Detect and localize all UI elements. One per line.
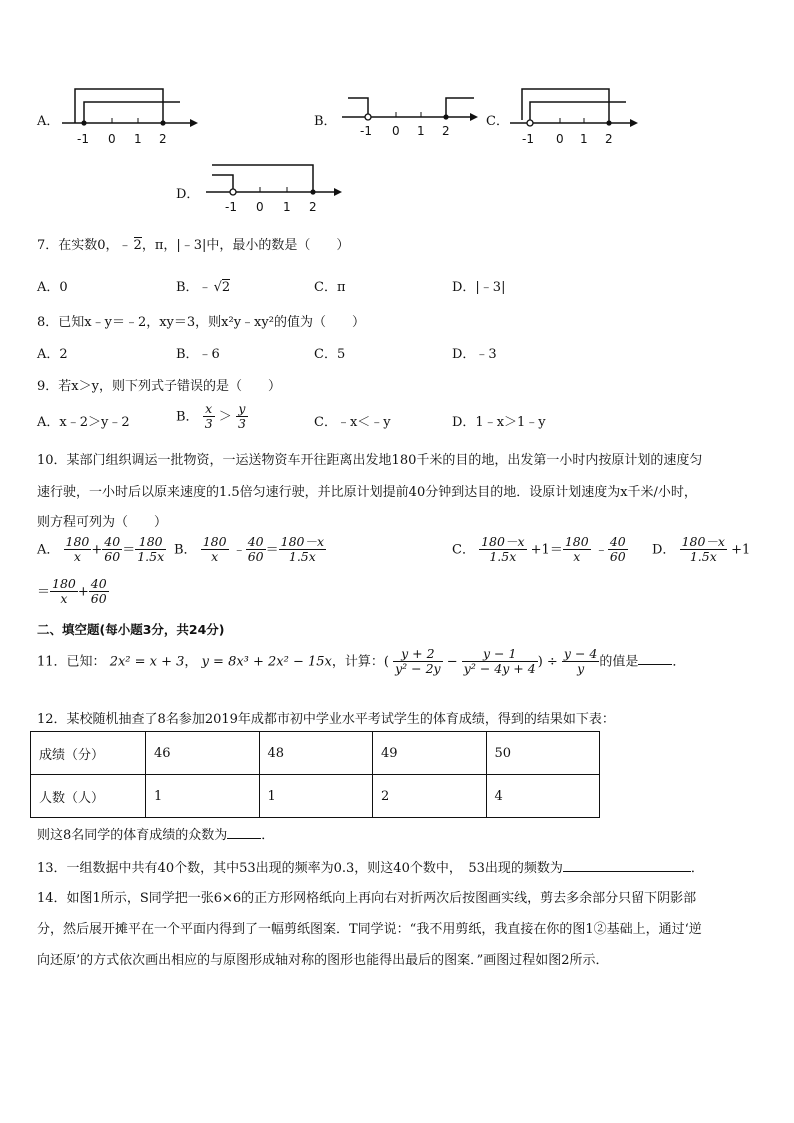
q6-option-c-label: C． (486, 114, 509, 129)
q10-stem-line3: 则方程可列为（ ） (37, 515, 168, 530)
table-row (31, 732, 600, 775)
q6-d-tick: 1 (283, 200, 291, 214)
table-cell: 人数（人） (31, 775, 146, 818)
answer-blank[interactable] (227, 838, 261, 839)
q6-option-d-label: D． (176, 187, 200, 202)
q8-stem: 8．已知x﹣y＝﹣2，xy＝3，则x²y﹣xy²的值为（ ） (37, 315, 365, 330)
q12-stem: 12．某校随机抽查了8名参加2019年成都市初中学业水平考试学生的体育成绩，得到的结果如下表： (37, 712, 615, 727)
table-row (31, 775, 600, 818)
table-cell: 50 (486, 732, 600, 775)
q8-option-c: C．5 (314, 347, 346, 362)
q14-stem-line3: 向还原’的方式依次画出相应的与原图形成轴对称的图形也能得出最后的图案．”画图过程如图2所示． (37, 953, 609, 968)
answer-blank[interactable] (638, 664, 672, 665)
sqrt-radicand: 2 (133, 238, 142, 253)
q6-c-tick: -1 (522, 132, 534, 146)
q8-option-a: A．2 (37, 347, 68, 362)
q6-number-line-d (204, 155, 349, 220)
q6-option-a-label: A． (37, 114, 60, 129)
table-cell: 49 (373, 732, 487, 775)
score-table (30, 731, 600, 818)
q7-option-b: B．﹣ √2 (176, 280, 231, 295)
q6-b-tick: 1 (417, 124, 425, 138)
q6-b-tick: -1 (360, 124, 372, 138)
q6-number-line-b (340, 80, 480, 150)
q6-d-tick: 0 (256, 200, 264, 214)
q6-a-tick: 0 (108, 132, 116, 146)
q13-stem: 13．一组数据中共有40个数，其中53出现的频率为0.3，则这40个数中， 53出现的频数为 ． (37, 861, 704, 876)
q11-stem: 11．已知： 2x² = x + 3， y = 8x³ + 2x² − 15x，计算：( $\frac{y + 2}{\text{y² − 2y}}$ − $\frac{y - 1}{\text{y² − 4y + 4}}$ ) ÷ $\frac{y - 4}{y}$ 的值是 ． (37, 646, 686, 677)
table-cell: 4 (486, 775, 600, 818)
q6-d-tick: -1 (225, 200, 237, 214)
q10-stem-line2: 速行驶，一小时后以原来速度的1.5倍匀速行驶，并比原计划提前40分钟到达目的地．设原计划速度为x千米/小时， (37, 485, 697, 500)
q6-d-tick: 2 (309, 200, 317, 214)
q6-c-tick: 1 (580, 132, 588, 146)
q6-number-line-c (508, 80, 648, 150)
q7-stem: 7．在实数0，﹣ 2，π，|﹣3|中，最小的数是（ ） (37, 238, 350, 253)
q14-stem-line1: 14．如图1所示，S同学把一张6×6的正方形网格纸向上再向右对折两次后按图画实线，剪去多余部分只留下阴影部 (37, 891, 697, 906)
table-cell: 2 (373, 775, 487, 818)
q8-option-d: D．﹣3 (452, 347, 497, 362)
q10-option-a: A． $\frac{180}{x}$ + $\frac{40}{60}$ ＝ $\frac{180}{1.5x}$ (37, 534, 165, 565)
q10-option-d: D． $\frac{180-x}{1.5x}$ +1 (652, 534, 751, 565)
table-cell: 1 (259, 775, 373, 818)
q9-option-c: C．﹣x＜﹣y (314, 415, 391, 430)
q7-option-c: C．π (314, 280, 346, 295)
table-cell: 1 (146, 775, 260, 818)
q8-option-b: B．﹣6 (176, 347, 220, 362)
q6-c-tick: 2 (605, 132, 613, 146)
q9-stem: 9．若x＞y，则下列式子错误的是（ ） (37, 379, 281, 394)
q7-option-a: A．0 (37, 280, 68, 295)
q10-option-c: C． $\frac{180-x}{1.5x}$ +1＝ $\frac{180}{x}$ ﹣ $\frac{40}{60}$ (452, 534, 626, 565)
q6-a-tick: 1 (134, 132, 142, 146)
q6-a-tick: 2 (159, 132, 167, 146)
q6-number-line-a (60, 80, 200, 150)
table-cell: 成绩（分） (31, 732, 146, 775)
answer-blank[interactable] (563, 871, 691, 872)
q10-stem-line1: 10．某部门组织调运一批物资，一运送物资车开往距离出发地180千米的目的地，出发第一小时内按原计划的速度匀 (37, 453, 703, 468)
q9-option-b: B． $\frac{x}{3}$ ＞ $\frac{y}{3}$ (176, 401, 246, 432)
table-cell: 48 (259, 732, 373, 775)
q10-option-d-continued: ＝ $\frac{180}{x}$ + $\frac{40}{60}$ (37, 576, 107, 607)
q6-b-tick: 0 (392, 124, 400, 138)
q12-question: 则这8名同学的体育成绩的众数为 ． (37, 828, 275, 843)
section-title: 二、填空题(每小题3分，共24分) (37, 622, 225, 637)
q6-c-tick: 0 (556, 132, 564, 146)
q9-option-a: A．x﹣2＞y﹣2 (37, 415, 130, 430)
table-cell: 46 (146, 732, 260, 775)
q6-a-tick: -1 (77, 132, 89, 146)
q6-option-b-label: B． (314, 114, 337, 129)
q10-option-b: B． $\frac{180}{x}$ ﹣ $\frac{40}{60}$ ＝ $\frac{180-x}{1.5x}$ (174, 534, 325, 565)
q14-stem-line2: 分，然后展开摊平在一个平面内得到了一幅剪纸图案．T同学说：“我不用剪纸，我直接在你的图1②基础上，通过‘逆 (37, 922, 702, 937)
q9-option-d: D．1﹣x＞1﹣y (452, 415, 546, 430)
q6-b-tick: 2 (442, 124, 450, 138)
q7-option-d: D．|﹣3| (452, 280, 506, 295)
